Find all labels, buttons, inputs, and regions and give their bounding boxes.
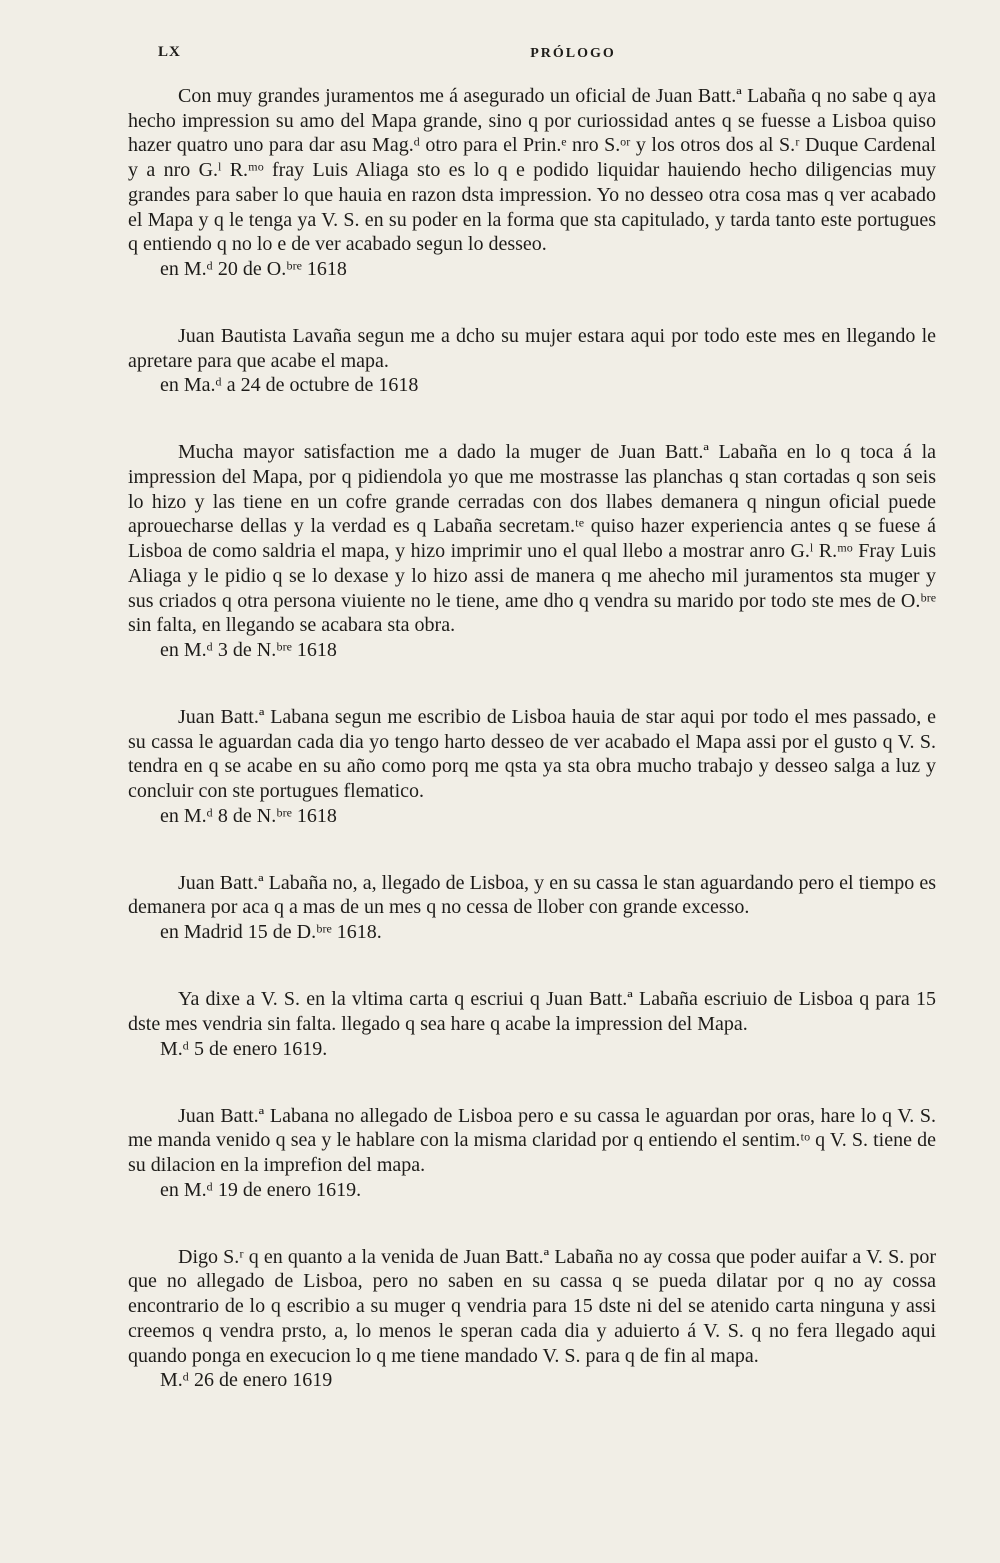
letter-entry [128,705,936,829]
paragraph-gap [128,945,936,987]
letter-entry [128,987,936,1061]
letter-text: Juan Bautista Lavaña segun me a dcho su mujer estara aqui por todo este mes en llegando le apretare para que acabe el mapa. [128,324,936,372]
paragraph-gap [128,829,936,871]
letter-entry [128,1245,936,1394]
letter-entry [128,1104,936,1203]
paragraph-gap [128,663,936,705]
letter-text: Juan Batt.ª Labana no allegado de Lisboa pero e su cassa le aguardan por oras, hare lo q V. S. me manda venido q sea y le hablare con la misma claridad por q entiendo el sentim.ᵗᵒ q V. S. tiene de su dilacion en la imprefion del mapa. [128,1104,936,1176]
letter-text: Juan Batt.ª Labaña no, a, llegado de Lisboa, y en su cassa le stan aguardando pero el tiempo es demanera por aca q a mas de un mes q no cessa de llober con grande excesso. [128,871,936,919]
letter-entry [128,871,936,945]
letter-text: Con muy grandes juramentos me á asegurado un oficial de Juan Batt.ª Labaña q no sabe q aya hecho impression su amo del Mapa grande, sino q por curiossidad antes q se fuesse a Lisboa quiso hazer quatro uno para dar asu Mag.ᵈ otro para el Prin.ᵉ nro S.ᵒʳ y los otros dos al S.ʳ Duque Cardenal y a nro G.ˡ R.ᵐᵒ fray Luis Aliaga sto es lo q e podido liquidar hauiendo hecho diligencias muy grandes para saber lo que hauia en razon dsta impression. Yo no desseo otra cosa mas q ver acabado el Mapa y q le tenga ya V. S. en su poder en la forma que sta capitulado, y tarda tanto este portugues q entiendo q no lo e de ver acabado segun lo desseo. [128,85,936,256]
letter-date: en M.ᵈ 8 de N.ᵇʳᵉ 1618 [160,804,337,827]
page-number: LX [158,44,181,60]
paragraph-gap [128,1203,936,1245]
letter-entry [128,440,936,663]
letter-date: en M.ᵈ 19 de enero 1619. [160,1178,362,1201]
paragraph-gap [128,282,936,324]
page-header [158,44,988,74]
letter-entry [128,324,936,398]
letter-text: Ya dixe a V. S. en la vltima carta q escriui q Juan Batt.ª Labaña escriuio de Lisboa q para 15 dste mes vendria sin falta. llegado q sea hare q acabe la impression del Mapa. [128,988,936,1035]
paragraph-gap [128,1062,936,1104]
letter-date: M.ᵈ 26 de enero 1619 [160,1369,333,1392]
letter-date: en Ma.ᵈ a 24 de octubre de 1618 [160,374,419,397]
running-title: PRÓLOGO [530,46,616,61]
letter-date: en M.ᵈ 3 de N.ᵇʳᵉ 1618 [160,638,337,661]
letter-text: Juan Batt.ª Labana segun me escribio de Lisboa hauia de star aqui por todo el mes passado, e su cassa le aguardan cada dia yo tengo harto desseo de ver acabado el Mapa assi por el gusto q V. S. tendra en q se acabe en su año como porq me qsta ya sta obra mucho trabajo y desseo salga a luz y concluir con ste portugues flematico. [128,705,936,803]
letter-date: M.ᵈ 5 de enero 1619. [160,1037,328,1060]
letter-entry [128,84,936,282]
letter-text: Digo S.ʳ q en quanto a la venida de Juan Batt.ª Labaña no ay cossa que poder auifar a V. S. por que no allegado de Lisboa, pero no saben en su cassa q se pueda dilatar por q no ay cossa encontrario de lo q escribio a su muger q vendria para 15 dste ni del se atenido carta ninguna y assi creemos q vendra prsto, a, lo menos le speran cada dia y aduierto á V. S. q no fera llegado aqui quando ponga en execucion lo q me tiene mandado V. S. para q de fin al mapa. [128,1245,936,1367]
letter-date: en M.ᵈ 20 de O.ᵇʳᵉ 1618 [160,257,347,280]
paragraph-gap [128,398,936,440]
page-body [128,84,936,1393]
letter-text: Mucha mayor satisfaction me a dado la muger de Juan Batt.ª Labaña en lo q toca á la impression del Mapa, por q pidiendola yo que me mostrasse las planchas q stan cortadas q son seis lo hizo y las tiene en un cofre grande cerradas con dos llabes demanera q ningun oficial puede aprouecharse dellas y la verdad es q Labaña secretam.ᵗᵉ quiso hazer experiencia antes q se fuese á Lisboa de como saldria el mapa, y hizo imprimir uno el qual llebo a mostrar anro G.ˡ R.ᵐᵒ Fray Luis Aliaga y le pidio q se lo dexase y lo hizo assi de manera q me ahecho mil juramentos sta muger y sus criados q otra persona viuiente no le tiene, ame dho q vendra su marido por todo ste mes de O.ᵇʳᵉ sin falta, en llegando se acabara sta obra. [128,441,936,637]
letter-date: en Madrid 15 de D.ᵇʳᵉ 1618. [160,921,382,944]
